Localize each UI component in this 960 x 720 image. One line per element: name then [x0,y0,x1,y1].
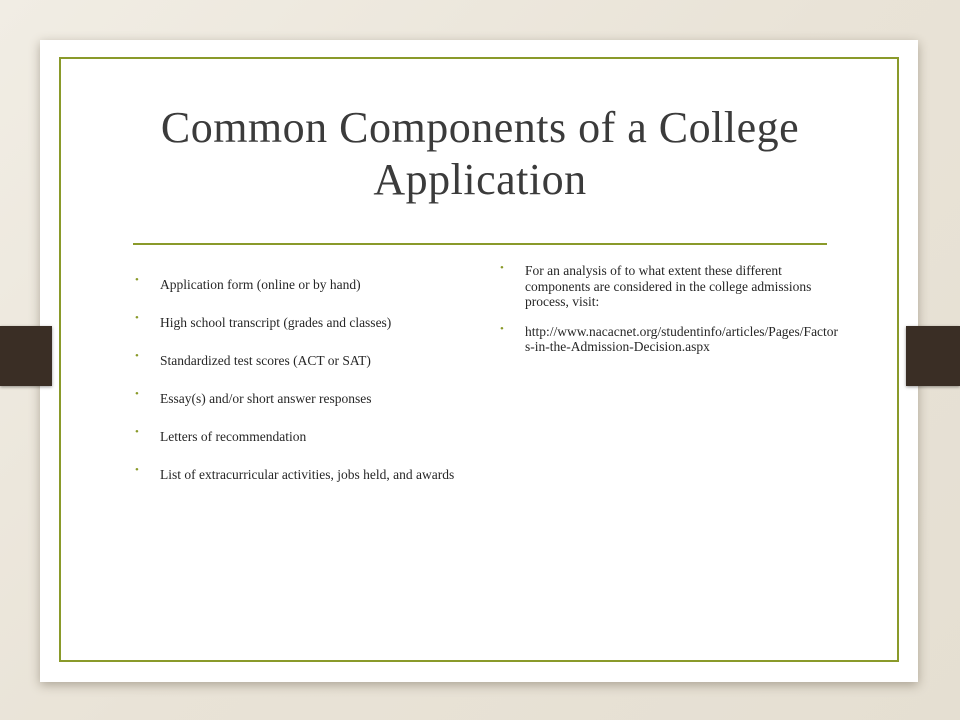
list-item [135,386,465,411]
list-item [135,348,465,373]
list-item-text: Letters of recommendation [160,429,307,444]
left-binder-tab [0,326,52,386]
right-bullet-list [500,263,840,369]
list-item [135,462,465,487]
bullet-icon: • [135,350,139,362]
list-item-text: List of extracurricular activities, jobs held, and awards [160,467,455,482]
list-item [135,272,465,297]
list-item-text: Essay(s) and/or short answer responses [160,391,372,406]
list-item [135,424,465,449]
list-item-text: High school transcript (grades and classes) [160,315,392,330]
bullet-icon: • [135,464,139,476]
title-divider [133,243,827,245]
bullet-icon: • [135,388,139,400]
right-binder-tab [906,326,960,386]
list-item [500,324,840,355]
left-bullet-list [135,272,465,500]
list-item-text: For an analysis of to what extent these different components are considered in the college admissions process, visit: [525,263,812,309]
bullet-icon: • [135,274,139,286]
bullet-icon: • [135,426,139,438]
list-item [135,310,465,335]
bullet-icon: • [500,262,504,274]
resource-link-text: http://www.nacacnet.org/studentinfo/articles/Pages/Factors-in-the-Admission-Decision.aspx [525,323,839,354]
bullet-icon: • [135,312,139,324]
slide-title: Common Components of a College Application [160,103,800,204]
list-item-text: Standardized test scores (ACT or SAT) [160,353,371,368]
list-item [500,263,840,310]
list-item-text: Application form (online or by hand) [160,277,361,292]
bullet-icon: • [500,322,504,335]
